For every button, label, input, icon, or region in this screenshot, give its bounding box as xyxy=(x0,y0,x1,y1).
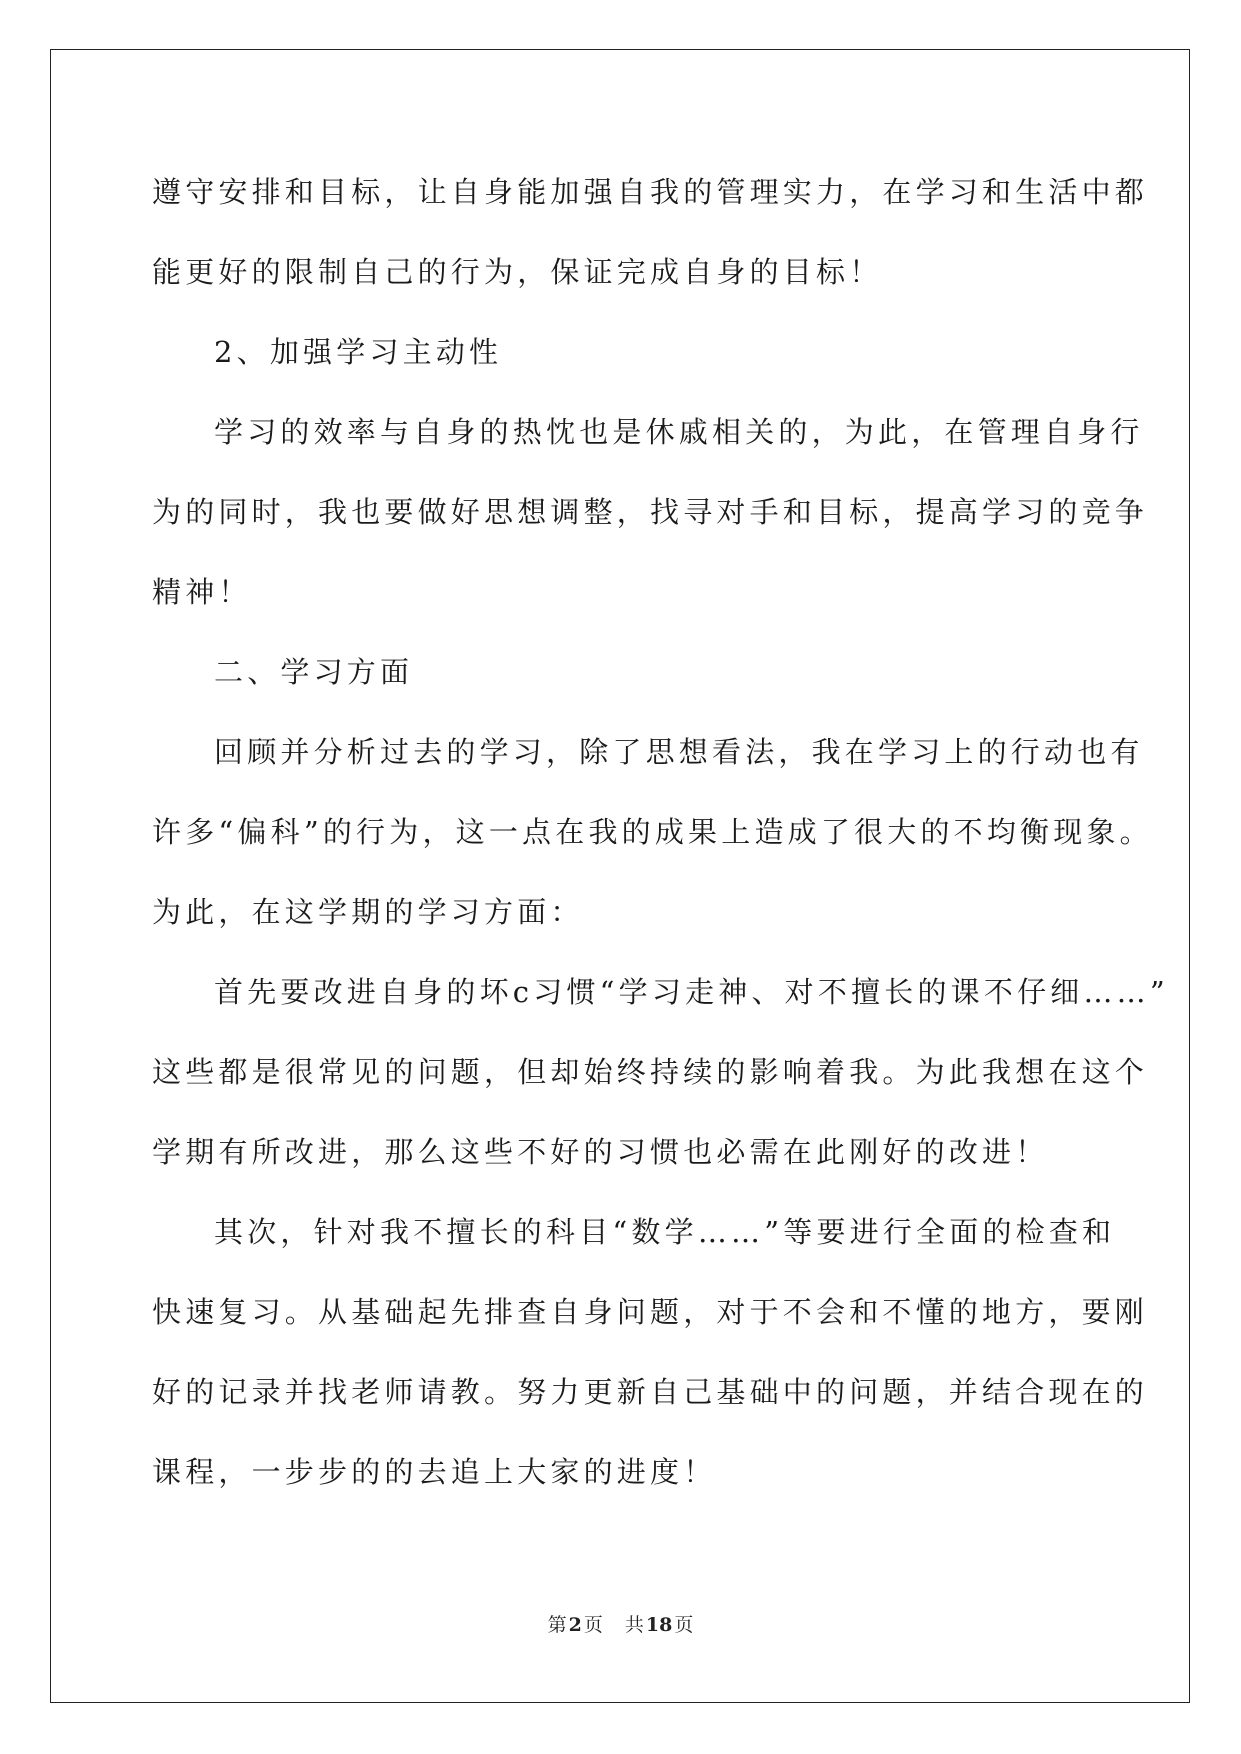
total-suffix: 页 xyxy=(674,1614,694,1636)
text-line: 遵守安排和目标，让自身能加强自我的管理实力，在学习和生活中都 xyxy=(152,175,1149,209)
text-line: 快速复习。从基础起先排查自身问题，对于不会和不懂的地方，要刚 xyxy=(152,1295,1149,1329)
text-line: 好的记录并找老师请教。努力更新自己基础中的问题，并结合现在的 xyxy=(152,1375,1149,1409)
text-line: 许多“偏科”的行为，这一点在我的成果上造成了很大的不均衡现象。 xyxy=(152,815,1153,849)
text-line: 为的同时，我也要做好思想调整，找寻对手和目标，提高学习的竞争 xyxy=(152,495,1149,529)
section-heading: 2、加强学习主动性 xyxy=(214,335,503,369)
text-line: 首先要改进自身的坏c习惯“学习走神、对不擅长的课不仔细……” xyxy=(214,975,1169,1009)
text-line: 课程，一步步的的去追上大家的进度！ xyxy=(152,1455,717,1489)
text-line: 精神！ xyxy=(152,575,252,609)
page-footer xyxy=(0,1613,1241,1637)
text-line: 这些都是很常见的问题，但却始终持续的影响着我。为此我想在这个 xyxy=(152,1055,1149,1089)
page-prefix: 第 xyxy=(547,1614,567,1636)
text-line: 其次，针对我不擅长的科目“数学……”等要进行全面的检查和 xyxy=(214,1215,1116,1249)
page-suffix: 页 xyxy=(583,1614,603,1636)
page-total: 18 xyxy=(645,1614,673,1636)
page-current: 2 xyxy=(568,1614,582,1636)
text-line: 能更好的限制自己的行为，保证完成自身的目标！ xyxy=(152,255,883,289)
text-line: 学习的效率与自身的热忱也是休戚相关的，为此，在管理自身行 xyxy=(214,415,1144,449)
text-line: 回顾并分析过去的学习，除了思想看法，我在学习上的行动也有 xyxy=(214,735,1144,769)
text-line: 学期有所改进，那么这些不好的习惯也必需在此刚好的改进！ xyxy=(152,1135,1049,1169)
section-heading: 二、学习方面 xyxy=(214,655,414,689)
total-prefix: 共 xyxy=(624,1614,644,1636)
text-line: 为此，在这学期的学习方面： xyxy=(152,895,584,929)
